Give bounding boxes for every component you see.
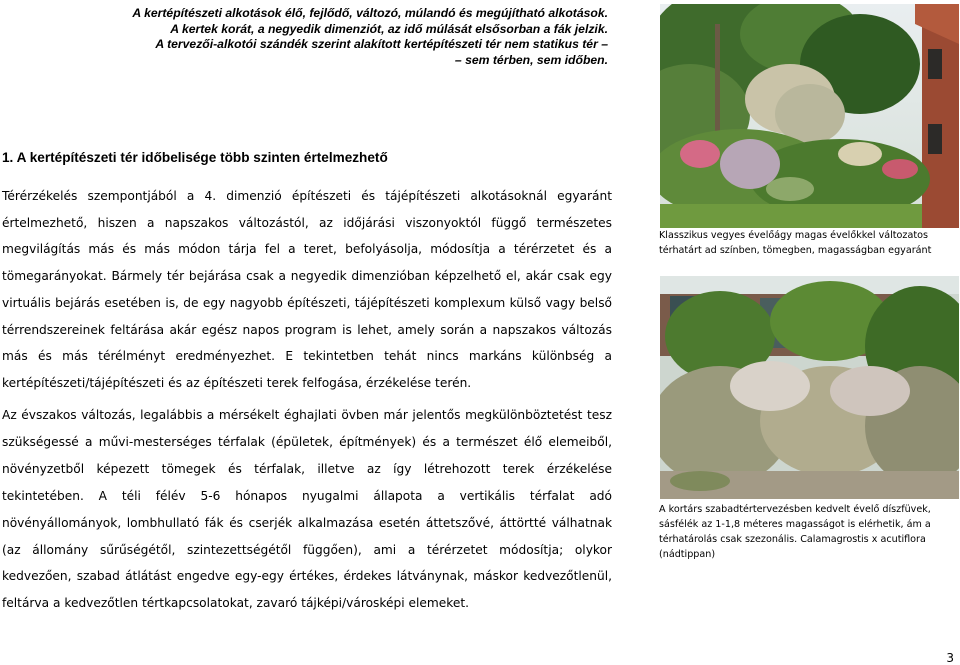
photo-caption-1: Klasszikus vegyes évelőágy magas évelőkkel változatos térhatárt ad színben, tömegben, magasságban egyaránt [659, 230, 932, 256]
photo-caption-2: A kortárs szabadtértervezésben kedvelt évelő díszfüvek, sásfélék az 1-1,8 méteres magasságot is elérhetik, ám a térhatárolás csak szezonális. Calamagrostis x acutiflora (nádtippan) [659, 504, 931, 560]
ornamental-grass-photo [660, 276, 959, 499]
intro-line: A kertépítészeti alkotások élő, fejlődő, változó, múlandó és megújítható alkotások. [132, 6, 608, 20]
intro-line: A kertek korát, a negyedik dimenziót, az idő múlását elsősorban a fák jelzik. [170, 21, 608, 36]
page-number: 3 [946, 651, 954, 665]
section-heading: 1. A kertépítészeti tér időbelisége több szinten értelmezhető [2, 150, 388, 165]
perennial-garden-photo [660, 4, 959, 228]
intro-line: A tervezői-alkotói szándék szerint alakított kertépítészeti tér nem statikus tér – [155, 37, 608, 52]
body-paragraph-2: Az évszakos változás, legalábbis a mérsékelt éghajlati övben már jelentős megkülönböztetést tesz szükségessé a művi-mesterséges térfalak (épületek, építmények) és a természet élő elemeiből, növényzetből képezett tömegek és térfalak, illetve az így létrehozott terek érzékelése tekintetében. A téli félév 5-6 hónapos nyugalmi állapota a vertikális térfalat adó növényállományok, lombhullató fák és cserjék alkalmazása esetén áttetszővé, áttörtté válhatnak (az állomány sűrűségétől, szintezettségétől függően), ami a térérzetet módosítja; olykor kedvezően, szabad átlátást engedve egy-egy értékes, érdekes látványnak, máskor kedvezőtlenül, feltárva a kedvezőtlen tértkapcsolatokat, zavaró tájképi/városképi elemeket. [2, 408, 612, 611]
intro-line: – sem térben, sem időben. [454, 52, 608, 67]
body-paragraph-1: Térérzékelés szempontjából a 4. dimenzió építészeti és tájépítészeti alkotásoknál egyaránt értelmezhető, hiszen a napszakos változástól, az időjárási viszonyoktól függő természetes megvilágítás más és más módon tárja fel a teret, befolyásolja, módosítja a térérzetet és a tömegarányokat. Bármely tér bejárása csak a negyedik dimenzióban képzelhető el, akár csak egy virtuális bejárás esetében is, de egy nagyobb építészeti, tájépítészeti komplexum külső vagy belső térrendszereinek feltárása akár egész napos program is lehet, amely során a napszakos változás más és más térélményt eredményezhet. E tekintetben tehát nincs markáns különbség a kertépítészeti/tájépítészeti és az építészeti terek felfogása, érzékelése terén. [2, 189, 612, 390]
intro-block [48, 6, 608, 68]
